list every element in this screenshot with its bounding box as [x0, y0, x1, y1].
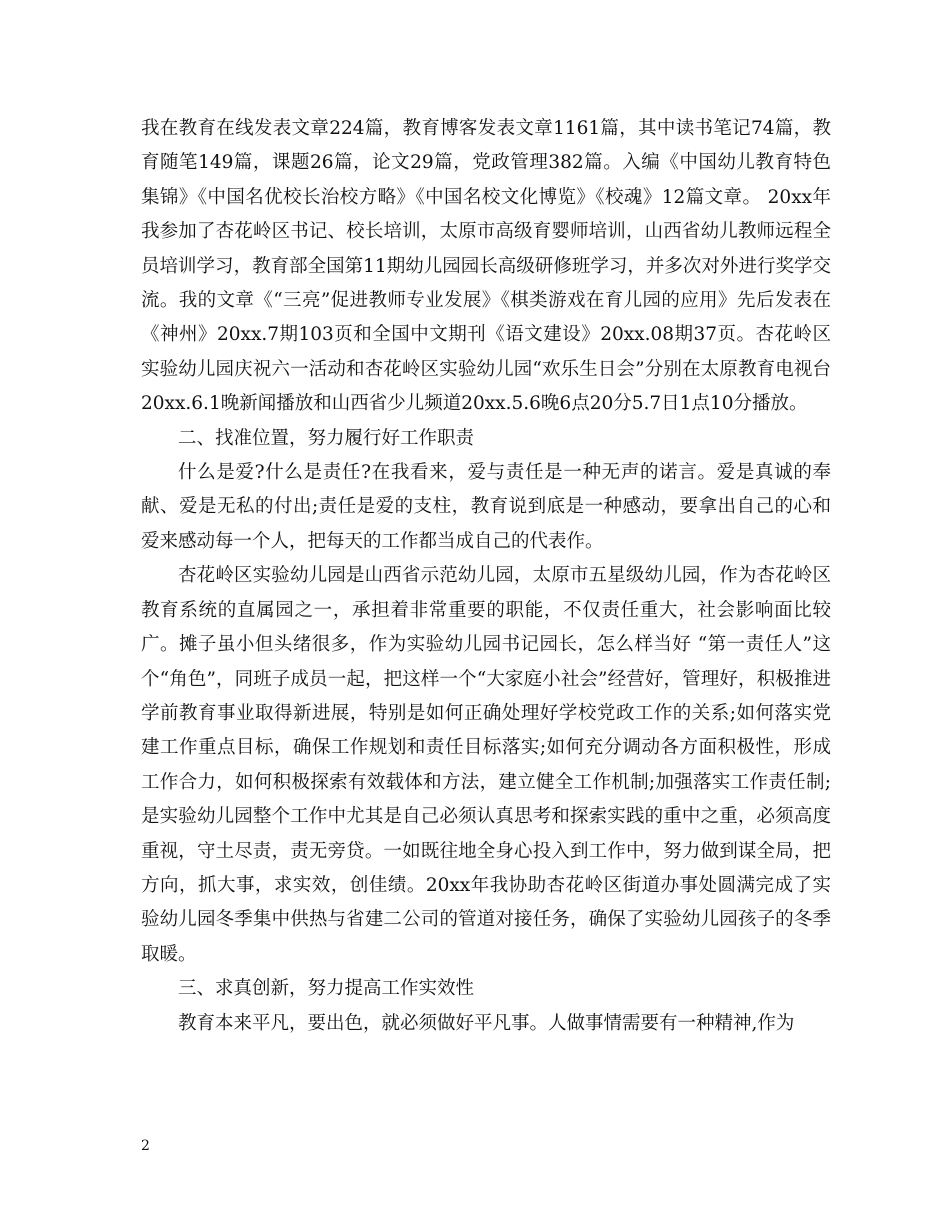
page-number: 2	[141, 1138, 150, 1154]
paragraph-love-responsibility: 什么是爱?什么是责任?在我看来，爱与责任是一种无声的诺言。爱是真诚的奉献、爱是无私的付出;责任是爱的支柱，教育说到底是一种感动，要拿出自己的心和爱来感动每一个人，把每天的工作都当成自己的代表作。	[141, 462, 831, 552]
paragraph-kindergarten-role: 杏花岭区实验幼儿园是山西省示范幼儿园，太原市五星级幼儿园，作为杏花岭区教育系统的直属园之一，承担着非常重要的职能，不仅责任重大，社会影响面比较广。摊子虽小但头绪很多，作为实验幼儿园书记园长，怎么样当好 “第一责任人”这个“角色”，同班子成员一起，把这样一个“大家庭小社会”经营好，管理好，积极推进学前教育事业取得新进展，特别是如何正确处理好学校党政工作的关系;如何落实党建工作重点目标，确保工作规划和责任目标落实;如何充分调动各方面积极性，形成工作合力，如何积极探索有效载体和方法，建立健全工作机制;加强落实工作责任制;是实验幼儿园整个工作中尤其是自己必须认真思考和探索实践的重中之重，必须高度重视，守土尽责，责无旁贷。一如既往地全身心投入到工作中，努力做到谋全局，把方向，抓大事，求实效，创佳绩。20xx年我协助杏花岭区街道办事处圆满完成了实验幼儿园冬季集中供热与省建二公司的管道对接任务，确保了实验幼儿园孩子的冬季取暖。	[141, 565, 831, 965]
paragraph-education-ordinary: 教育本来平凡，要出色，就必须做好平凡事。人做事情需要有一种精神,作为	[178, 1012, 795, 1034]
document-body	[141, 112, 831, 1041]
paragraph-publications: 我在教育在线发表文章224篇，教育博客发表文章1161篇，其中读书笔记74篇，教育随笔149篇，课题26篇，论文29篇，党政管理382篇。入编《中国幼儿教育特色集锦》《中国名优校长治校方略》《中国名校文化博览》《校魂》12篇文章。 20xx年我参加了杏花岭区书记、校长培训，太原市高级育婴师培训，山西省幼儿教师远程全员培训学习，教育部全国第11期幼儿园园长高级研修班学习，并多次对外进行奖学交流。我的文章《“三亮”促进教师专业发展》《棋类游戏在育儿园的应用》先后发表在《神州》20xx.7期103页和全国中文期刊《语文建设》20xx.08期37页。杏花岭区实验幼儿园庆祝六一活动和杏花岭区实验幼儿园“欢乐生日会”分别在太原教育电视台20xx.6.1晚新闻播放和山西省少儿频道20xx.5.6晚6点20分5.7日1点10分播放。	[141, 118, 831, 415]
section-heading-2: 二、找准位置，努力履行好工作职责	[178, 427, 475, 449]
section-heading-3: 三、求真创新，努力提高工作实效性	[178, 978, 475, 1000]
